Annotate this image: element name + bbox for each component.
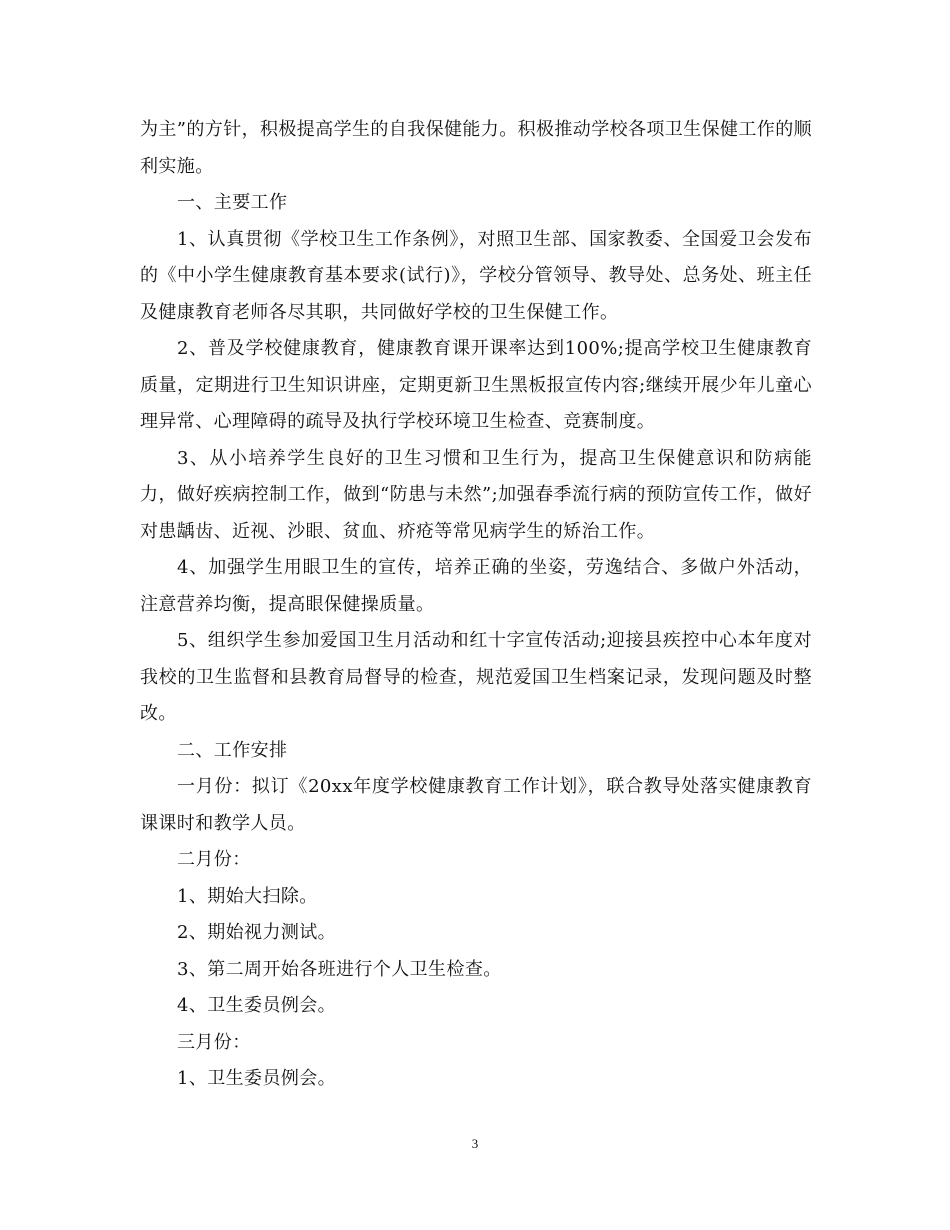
list-item-february-1: 1、期始大扫除。 (177, 885, 318, 907)
list-item-march-1: 1、卫生委员例会。 (177, 1068, 337, 1089)
list-item-february-4: 4、卫生委员例会。 (177, 995, 337, 1016)
heading-march: 三月份： (177, 1031, 251, 1053)
document-body (140, 112, 812, 1098)
list-item-february-2: 2、期始视力测试。 (177, 922, 337, 943)
page-number: 3 (471, 1136, 479, 1151)
paragraph-work-item-5: 5、组织学生参加爱国卫生月活动和红十字宣传活动;迎接县疾控中心本年度对我校的卫生监督和县教育局督导的检查，规范爱国卫生档案记录，发现问题及时整改。 (140, 630, 812, 724)
paragraph-work-item-3: 3、从小培养学生良好的卫生习惯和卫生行为，提高卫生保健意识和防病能力，做好疾病控制工作，做到“防患与未然”;加强春季流行病的预防宣传工作，做好对患龋齿、近视、沙眼、贫血、疥疮等常见病学生的矫治工作。 (140, 447, 812, 542)
paragraph-work-item-2: 2、普及学校健康教育，健康教育课开课率达到100%;提高学校卫生健康教育质量，定期进行卫生知识讲座，定期更新卫生黑板报宣传内容;继续开展少年儿童心理异常、心理障碍的疏导及执行学校环境卫生检查、竞赛制度。 (140, 338, 812, 432)
heading-february: 二月份： (177, 849, 251, 870)
paragraph-work-item-1: 1、认真贯彻《学校卫生工作条例》，对照卫生部、国家教委、全国爱卫会发布的《中小学生健康教育基本要求(试行)》，学校分管领导、教导处、总务处、班主任及健康教育老师各尽其职，共同做好学校的卫生保健工作。 (140, 228, 812, 323)
paragraph-intro-continued: 为主”的方针，积极提高学生的自我保健能力。积极推动学校各项卫生保健工作的顺利实施。 (140, 119, 812, 177)
paragraph-work-item-4: 4、加强学生用眼卫生的宣传，培养正确的坐姿，劳逸结合、多做户外活动，注意营养均衡，提高眼保健操质量。 (140, 557, 812, 615)
section-heading-work-schedule: 二、工作安排 (177, 739, 288, 761)
paragraph-january: 一月份：拟订《20xx年度学校健康教育工作计划》，联合教导处落实健康教育课课时和教学人员。 (140, 776, 812, 834)
list-item-february-3: 3、第二周开始各班进行个人卫生检查。 (177, 958, 502, 980)
section-heading-main-work: 一、主要工作 (177, 192, 288, 213)
